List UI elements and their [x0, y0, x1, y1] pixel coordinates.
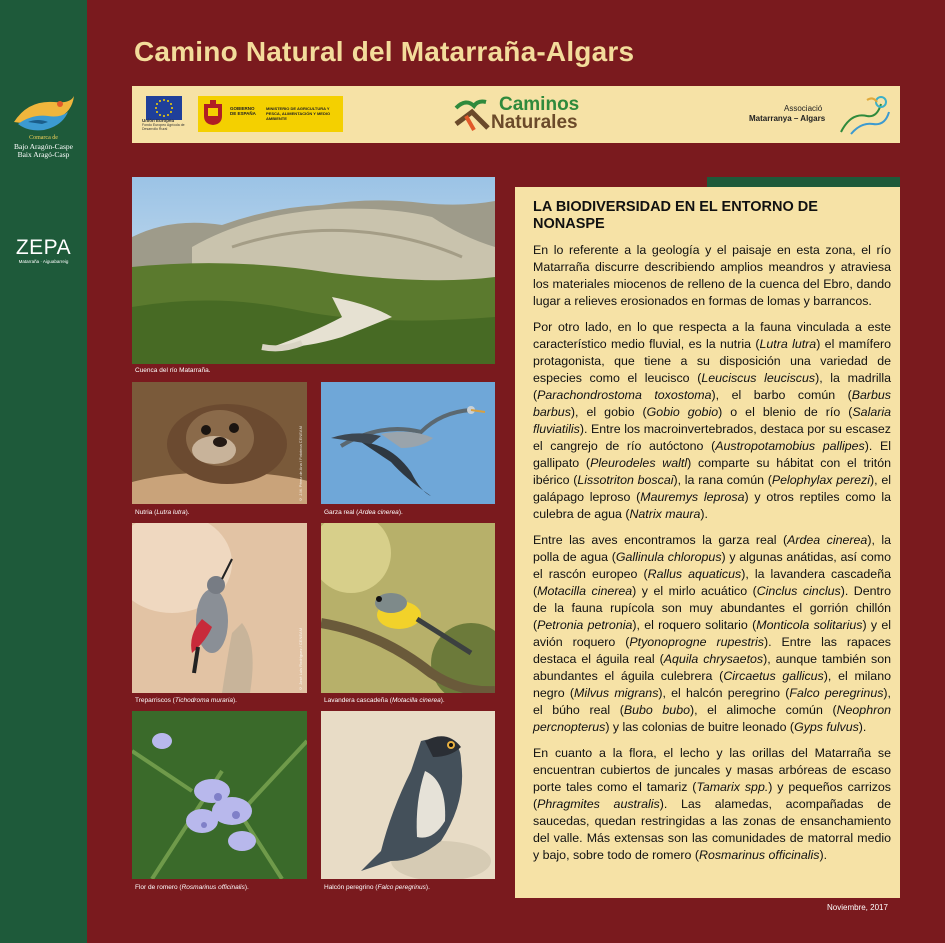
- asociacion-logo-icon: [837, 92, 892, 138]
- comarca-line-3: Baix Aragó-Casp: [17, 150, 70, 159]
- caption-treparriscos-sci: Tichodroma muraria: [174, 697, 233, 704]
- caption-garza-pre: Garza real (: [324, 509, 359, 516]
- eu-label: [142, 119, 192, 131]
- credit-treparriscos: © José Luis Rodríguez / CENEAM: [298, 627, 303, 691]
- credit-nutria: © J.M. Pérez de Ana / Fototeca CENEAM: [298, 426, 303, 502]
- panel-paragraph: Por otro lado, en lo que respecta a la fauna vinculada a este característico medio fluvial, es la nutria (Lutra lutra) el mamífero protagonista, que tiene a su disposición una variedad de especies como el leucisco (Leuciscus leuciscus), la madrilla (Parachondrostoma toxostoma), el barbo común (Barbus barbus), el gobio (Gobio gobio) o el blenio de río (Salaria fluviatilis). Entre los macroinvertebrados, destaca por su escasez el cangrejo de río autóctono (Austropotamobius pallipes). El gallipato (Pleurodeles waltl) comparte su hábitat con el tritón ibérico (Lissotriton boscai), la rana común (Pelophylax perezi), el galápago leproso (Mauremys leprosa) y otros reptiles como la culebra de agua (Natrix maura).: [533, 320, 892, 521]
- caption-garza-post: ).: [398, 509, 403, 516]
- caption-lavandera-pre: Lavandera cascadeña (: [324, 697, 392, 704]
- date-label: Noviembre, 2017: [827, 903, 888, 912]
- caption-nutria-post: ).: [185, 509, 190, 516]
- caminos-naturales-icon: [452, 94, 492, 134]
- panel-paragraph: En cuanto a la flora, el lecho y las orillas del Matarraña se encuentran cubiertos de juncales y masas arbóreas de escaso porte tales como el tamariz (Tamarix spp.) y pequeños carrizos (Phragmites australis). Las alamedas, acompañadas de saucedas, quedan restringidas a las zonas de ensanchamiento del valle. Más extensas son las comunidades de matorral medio y bajo, sobre todo de romero (Rosmarinus officinalis).: [533, 746, 892, 862]
- comarca-line-2: Bajo Aragón-Caspe: [14, 141, 73, 151]
- panel-paragraph: En lo referente a la geología y el paisaje en esta zona, el río Matarraña discurre describiendo amplios meandros y atraviesa los materiales miocenos de relleno de la cuenca del Ebro, dando lugar a relieves erosionados en formas de lomas y barrancos.: [533, 243, 891, 308]
- photo-treparriscos: [132, 523, 307, 693]
- photo-lavandera: [321, 523, 495, 693]
- comarca-line-1: Comarca de: [29, 135, 58, 141]
- panel-heading: LA BIODIVERSIDAD EN EL ENTORNO DE NONASPE: [533, 199, 818, 232]
- caminos-label: Caminos: [499, 94, 580, 115]
- caption-romero-post: ).: [244, 884, 249, 891]
- photo-nutria: [132, 382, 307, 504]
- ministerio-label: MINISTERIO DE AGRICULTURA Y PESCA, ALIMENTACIÓN Y MEDIO AMBIENTE: [266, 106, 331, 121]
- eu-label-sub: Fondo Europeo Agrícola de Desarrollo Rural: [142, 123, 185, 131]
- photo-cuenca: [132, 177, 495, 364]
- biodiversity-panel: [515, 177, 900, 898]
- caption-garza: [324, 509, 403, 516]
- caption-treparriscos-pre: Treparriscos (: [135, 697, 175, 704]
- photo-halcon: [321, 711, 495, 879]
- gobierno-line-1: GOBIERNO: [230, 106, 255, 111]
- caption-nutria-sci: Lutra lutra: [156, 509, 186, 516]
- asociacion-name: Matarranya – Algars: [749, 114, 826, 123]
- gobierno-logo: [198, 96, 343, 132]
- page-title: Camino Natural del Matarraña-Algars: [134, 36, 635, 67]
- caption-halcon-pre: Halcón peregrino (: [324, 884, 378, 891]
- caption-lavandera-post: ).: [440, 697, 445, 704]
- caption-halcon: [324, 884, 430, 891]
- main-area: [87, 0, 945, 943]
- caption-lavandera: [324, 697, 445, 704]
- photo-romero: [132, 711, 307, 879]
- caption-halcon-post: ).: [425, 884, 430, 891]
- panel-paragraph: Entre las aves encontramos la garza real (Ardea cinerea), la polla de agua (Gallinula chloropus) y algunas anátidas, así como el rascón europeo (Rallus aquaticus), la lavandera cascadeña (Motacilla cinerea) y el mirlo acuático (Cinclus cinclus). Dentro de la fauna rupícola son muy abundantes el gorrión chillón (Petronia petronia), el roquero solitario (Monticola solitarius) y el avión roquero (Ptyonoprogne rupestris). Entre las rapaces destaca el águila real (Aquila chrysaetos), aunque también son abundantes el águila culebrera (Circaetus gallicus), el milano negro (Milvus migrans), el halcón peregrino (Falco peregrinus), el búho real (Bubo bubo), el alimoche común (Neophron percnopterus) y las colonias de buitre leonado (Gyps fulvus).: [533, 533, 892, 734]
- caption-nutria-pre: Nutria (: [135, 509, 157, 516]
- caption-cuenca: Cuenca del río Matarraña.: [135, 367, 211, 374]
- asociacion-label: Associació: [784, 104, 823, 113]
- caption-garza-sci: Ardea cinerea: [358, 509, 399, 516]
- comarca-name: [2, 134, 85, 160]
- logo-bar: [132, 86, 900, 143]
- panel-stripe-red: [515, 177, 707, 187]
- caption-treparriscos-post: ).: [232, 697, 237, 704]
- eu-label-main: Unión Europea: [142, 118, 175, 123]
- zepa-label: ZEPA: [15, 236, 72, 259]
- caption-romero: [135, 884, 249, 891]
- caption-nutria: [135, 509, 190, 516]
- caption-treparriscos: [135, 697, 237, 704]
- spain-shield-icon: [202, 100, 224, 126]
- caption-lavandera-sci: Motacilla cinerea: [391, 697, 441, 704]
- caption-romero-pre: Flor de romero (: [135, 884, 182, 891]
- gobierno-line-2: DE ESPAÑA: [230, 111, 256, 116]
- sidebar: [0, 0, 87, 943]
- photo-garza: [321, 382, 495, 504]
- zepa-sublabel: Matarraña · Aiguabarreig: [18, 259, 69, 264]
- naturales-label: Naturales: [491, 112, 578, 133]
- panel-top-stripe: [515, 177, 900, 187]
- caption-halcon-sci: Falco peregrinus: [377, 884, 426, 891]
- gobierno-label: [230, 106, 256, 116]
- panel-stripe-green: [707, 177, 900, 187]
- caption-romero-sci: Rosmarinus officinalis: [181, 884, 245, 891]
- panel-body: [533, 242, 891, 873]
